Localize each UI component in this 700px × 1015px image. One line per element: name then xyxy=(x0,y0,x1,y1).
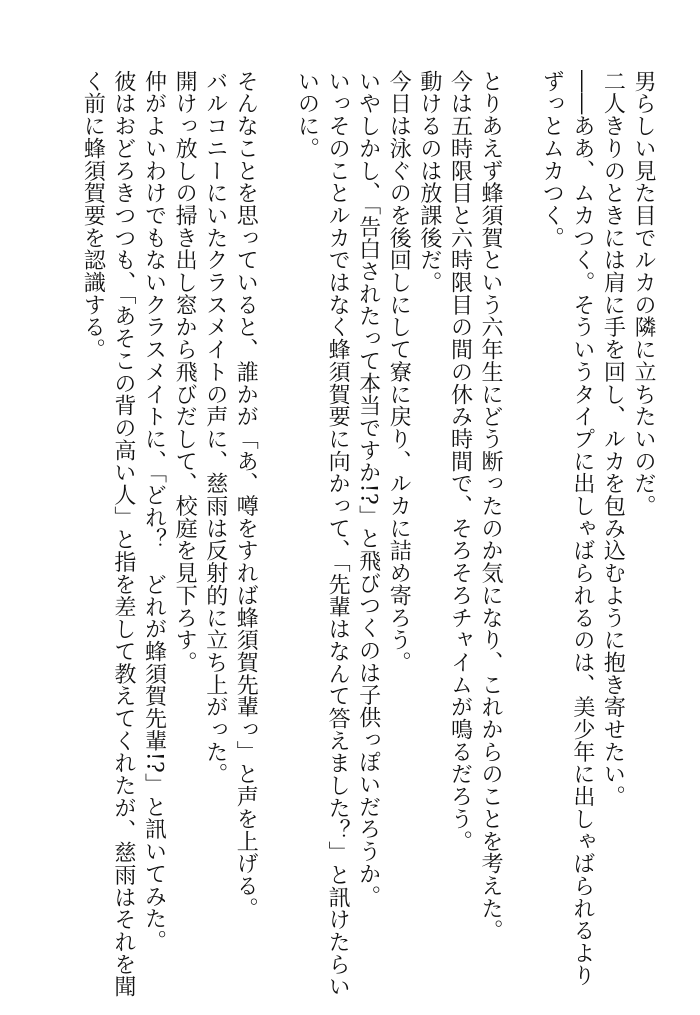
text-line: バルコニーにいたクラスメイトの声に、慈雨は反射的に立ち上がった。 xyxy=(202,70,228,786)
text-line: く前に蜂須賀要を認識する。 xyxy=(80,70,106,361)
vertical-text-column xyxy=(77,70,658,998)
text-line: いやしかし、「告白されたって本当ですか!?」と飛びつくのは子供っぽいだろうか。 xyxy=(355,70,381,908)
text-line: 彼はおどろきつつも、「あそこの背の高い人」と指を差して教えてくれたが、慈雨はそれを聞 xyxy=(110,70,136,998)
text-line: 男らしい見た目でルカの隣に立ちたいのだ。 xyxy=(631,70,656,517)
text-line: 動けるのは放課後だ。 xyxy=(416,70,442,294)
text-line: いのに。 xyxy=(294,70,320,160)
text-line: そんなことを思っていると、誰かが「あ、噂をすれば蜂須賀先輩っ」と声を上げる。 xyxy=(233,70,259,920)
text-line: 開けっ放しの掃き出し窓から飛びだして、校庭を見下ろす。 xyxy=(172,70,198,674)
paragraph-gap xyxy=(260,70,291,960)
text-line: 今は五時限目と六時限目の間の休み時間で、そろそろチャイムが鳴るだろう。 xyxy=(447,70,473,853)
text-line: 仲がよいわけでもないクラスメイトに、「どれ？ どれが蜂須賀先輩!?」と訊いてみた。 xyxy=(141,70,167,952)
text-line: とりあえず蜂須賀という六年生にどう断ったのか気になり、これからのことを考えた。 xyxy=(478,70,504,942)
text-line: ――ああ、ムカつく。そういうタイプに出しゃばられるのは、美少年に出しゃばられるより xyxy=(569,70,595,987)
text-line: ずっとムカつく。 xyxy=(539,70,565,249)
text-line: 今日は泳ぐのを後回しにして寮に戻り、ルカに詰め寄ろう。 xyxy=(386,70,412,674)
text-line: 二人きりのときには肩に手を回し、ルカを包み込むように抱き寄せたい。 xyxy=(600,70,626,808)
paragraph-gap xyxy=(505,70,536,960)
text-line: いっそのことルカではなく蜂須賀要に向かって、「先輩はなんて答えました？」と訊けたらい xyxy=(325,70,351,998)
